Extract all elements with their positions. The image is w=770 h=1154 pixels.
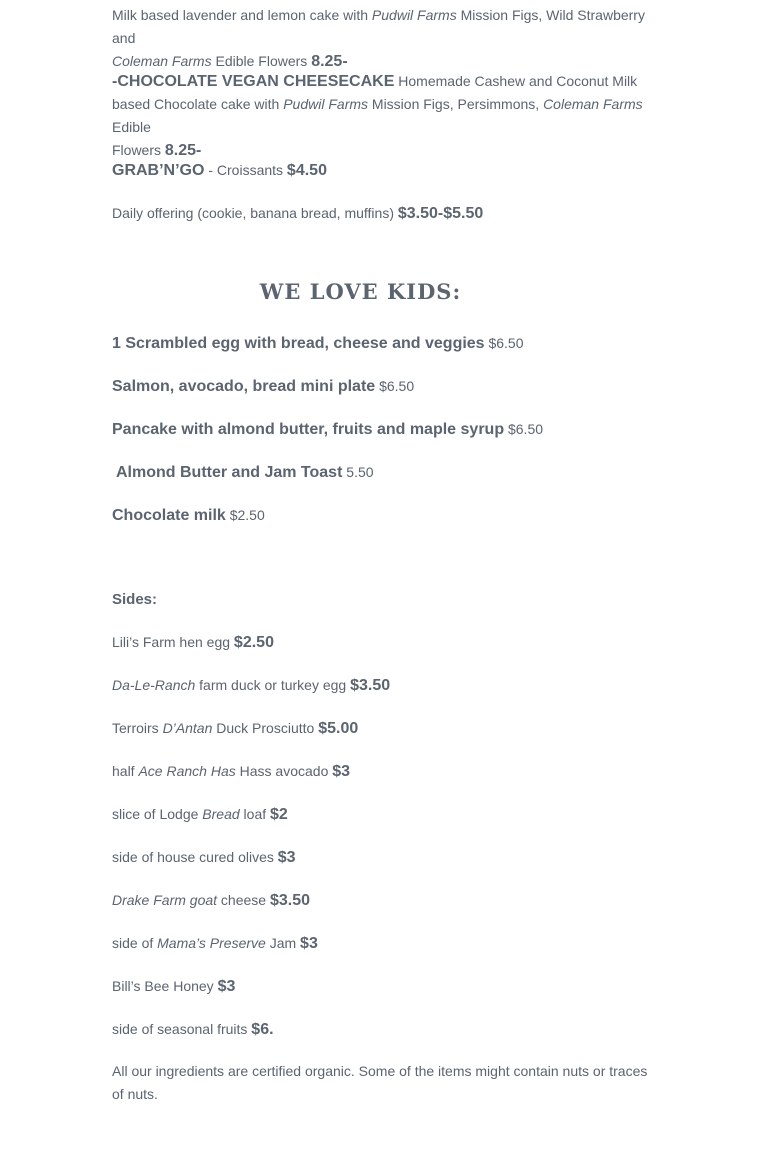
farm-name: Pudwil Farms bbox=[371, 7, 457, 23]
kids-item: Pancake with almond butter, fruits and maple syrup $6.50 bbox=[112, 421, 544, 438]
item-price: $4.50 bbox=[286, 162, 327, 179]
side-item: Drake Farm goat cheese $3.50 bbox=[112, 892, 311, 909]
item-price: $3 bbox=[217, 978, 236, 995]
item-price: $2.50 bbox=[229, 507, 265, 523]
item-price: 8.25- bbox=[311, 53, 348, 70]
cheesecake-line-2: based Chocolate cake with Pudwil Farms Mission Figs, Persimmons, Coleman Farms Edible bbox=[112, 96, 643, 135]
farm-name: Pudwil Farms bbox=[283, 96, 369, 112]
item-price: $3.50 bbox=[350, 677, 391, 694]
kids-section-heading: WE LOVE KIDS: bbox=[259, 279, 462, 304]
lavender-line-2: Coleman Farms Edible Flowers 8.25- bbox=[112, 53, 348, 70]
side-item: Terroirs D’Antan Duck Prosciutto $5.00 bbox=[112, 720, 359, 737]
vegan-cheesecake-item bbox=[112, 70, 657, 162]
item-price: $5.00 bbox=[318, 720, 359, 737]
item-price: $6.50 bbox=[488, 335, 524, 351]
item-title: GRAB’N’GO bbox=[112, 162, 205, 179]
farm-name: Ace Ranch Has bbox=[138, 763, 236, 779]
item-price: $6. bbox=[251, 1021, 274, 1038]
side-item: Da-Le-Ranch farm duck or turkey egg $3.50 bbox=[112, 677, 391, 694]
item-title: -CHOCOLATE VEGAN CHEESECAKE bbox=[112, 73, 395, 90]
lavender-line-1: Milk based lavender and lemon cake with Pudwil Farms Mission Figs, Wild Strawberry and bbox=[112, 7, 645, 46]
farm-name: Da-Le-Ranch bbox=[112, 677, 196, 693]
item-price: $6.50 bbox=[507, 421, 544, 437]
daily-offering-item: Daily offering (cookie, banana bread, muffins) $3.50-$5.50 bbox=[112, 205, 484, 222]
side-item: Lili’s Farm hen egg $2.50 bbox=[112, 634, 274, 651]
farm-name: D’Antan bbox=[162, 720, 213, 736]
sides-section-heading: Sides: bbox=[112, 591, 158, 608]
farm-name: Mama’s Preserve bbox=[157, 935, 266, 951]
kids-item: Almond Butter and Jam Toast 5.50 bbox=[116, 464, 374, 481]
item-price: $3 bbox=[300, 935, 318, 952]
item-price: 5.50 bbox=[346, 464, 374, 480]
item-price: $3 bbox=[277, 849, 296, 866]
item-price: $6.50 bbox=[379, 378, 415, 394]
side-item: Bill’s Bee Honey $3 bbox=[112, 978, 236, 995]
cheesecake-line-1: -CHOCOLATE VEGAN CHEESECAKE Homemade Cashew and Coconut Milk bbox=[112, 73, 638, 90]
side-item: side of house cured olives $3 bbox=[112, 849, 296, 866]
item-price: $2 bbox=[270, 806, 288, 823]
side-item: half Ace Ranch Has Hass avocado $3 bbox=[112, 763, 351, 780]
lavender-cake-item bbox=[112, 4, 657, 73]
item-price: 8.25- bbox=[164, 142, 202, 159]
farm-name: Coleman Farms bbox=[543, 96, 643, 112]
item-price: $3.50 bbox=[269, 892, 311, 909]
kids-item: Chocolate milk $2.50 bbox=[112, 507, 265, 524]
farm-name: Bread bbox=[202, 806, 240, 822]
allergen-note-line-1: All our ingredients are certified organic. Some of the items might contain nuts or traces bbox=[112, 1063, 648, 1079]
item-price: $3.50-$5.50 bbox=[397, 205, 484, 222]
side-item: side of seasonal fruits $6. bbox=[112, 1021, 274, 1038]
cheesecake-line-3: Flowers 8.25- bbox=[112, 142, 202, 159]
kids-item: 1 Scrambled egg with bread, cheese and veggies $6.50 bbox=[112, 335, 524, 352]
item-price: $2.50 bbox=[233, 634, 274, 651]
farm-name: Drake Farm goat bbox=[112, 892, 218, 908]
side-item: slice of Lodge Bread loaf $2 bbox=[112, 806, 288, 823]
kids-item: Salmon, avocado, bread mini plate $6.50 bbox=[112, 378, 415, 395]
item-price: $3 bbox=[332, 763, 351, 780]
allergen-note-line-2: of nuts. bbox=[112, 1086, 158, 1102]
grab-n-go-item: GRAB’N’GO - Croissants $4.50 bbox=[112, 162, 327, 179]
side-item: side of Mama’s Preserve Jam $3 bbox=[112, 935, 318, 952]
farm-name: Coleman Farms bbox=[112, 53, 212, 69]
allergen-note bbox=[112, 1060, 657, 1106]
